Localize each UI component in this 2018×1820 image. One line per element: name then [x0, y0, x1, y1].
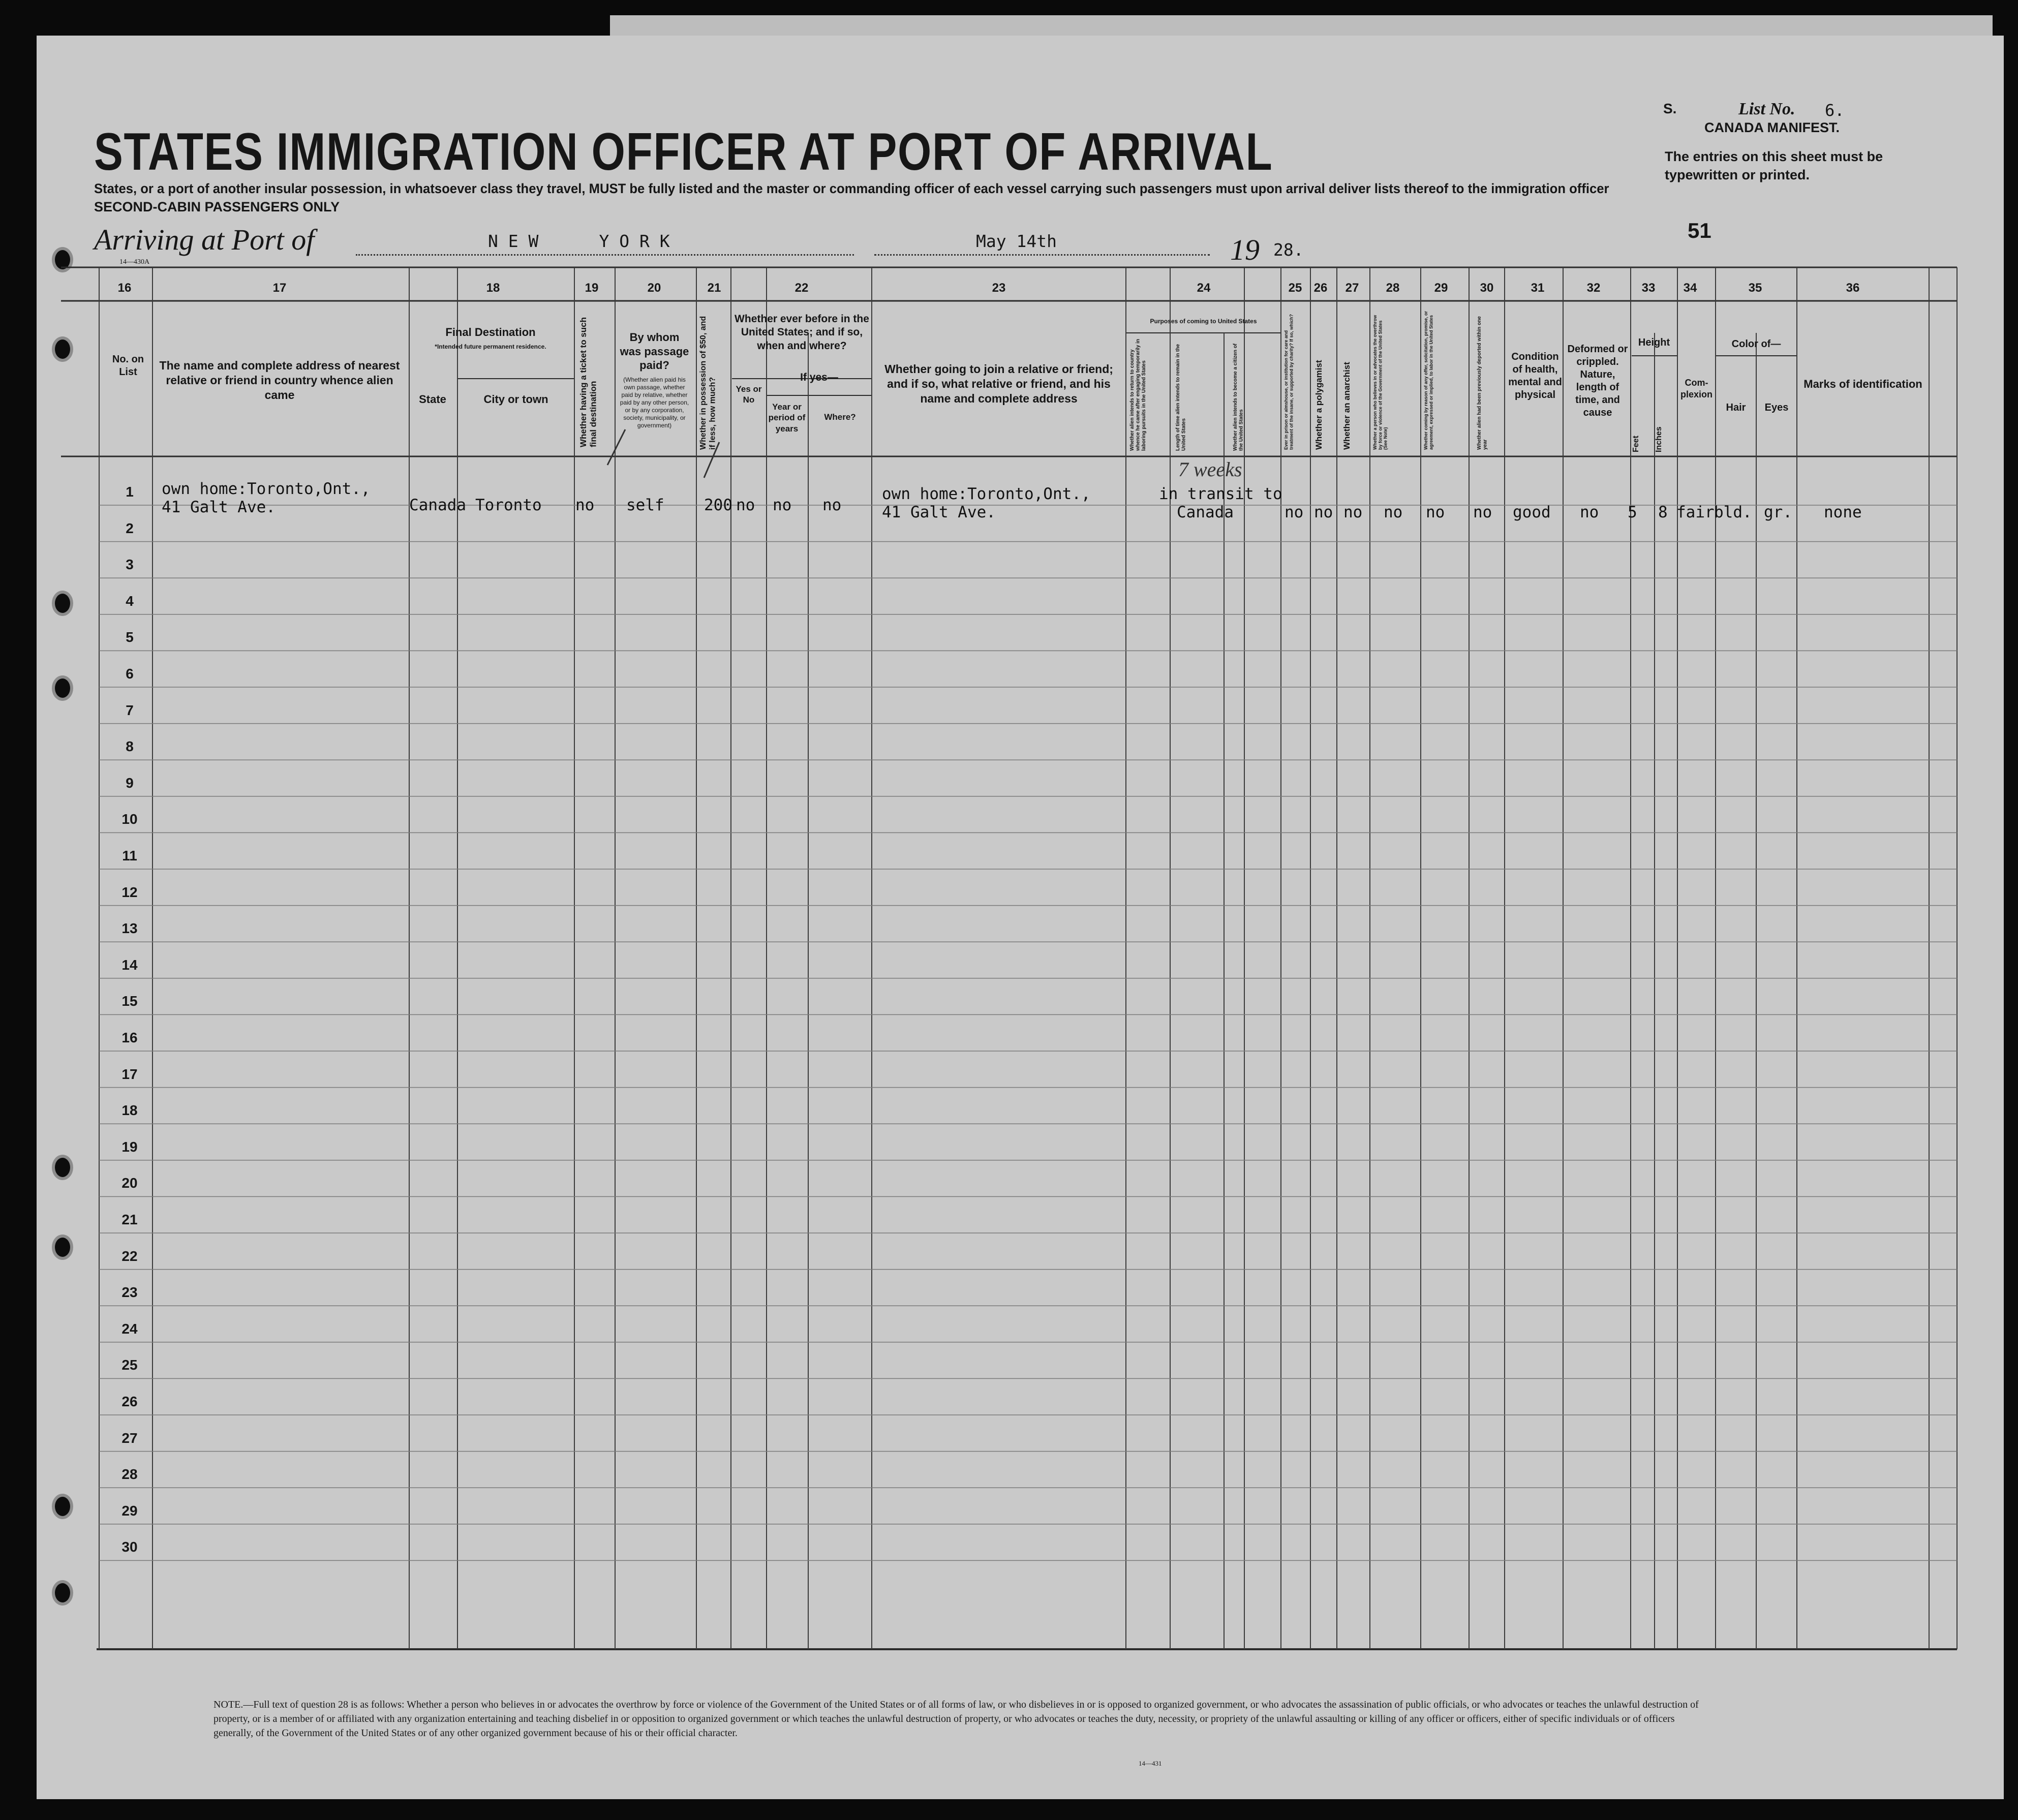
- header-passage-paid-sub: (Whether alien paid his own passage, whether paid by relative, whether paid by any other person, or by any corporation, society, municipality, or government): [620, 376, 689, 429]
- entry-complexion: fair: [1676, 503, 1715, 521]
- question-28-note: NOTE.—Full text of question 28 is as follows: Whether a person who believes in or advocates the overthrow by force or violence of the Government of the United States or of all forms of law, or who disbelieves in or is opposed to organized government, or who advocates the assassination of public officials, or who advocates or teaches the unlawful destruction of property, or is a member of or affiliated with any organization entertaining and teaching disbelief in or opposition to organized government or which teaches the unlawful destruction of property, or who advocates or teaches the duty, necessity, or propriety of the unlawful assaulting or killing of any officer or officers, either of specific individuals or of officers generally, of the Government of the United States or of any other organized government because of his or their official character.: [213, 1699, 1699, 1739]
- year-suffix: 28.: [1273, 240, 1304, 260]
- date-underline: [874, 254, 1210, 256]
- row-number: 14: [121, 957, 138, 973]
- entry-health: good: [1513, 503, 1551, 521]
- row-number: 22: [121, 1248, 138, 1264]
- header-color-of: Color of—: [1731, 338, 1781, 350]
- header-city: City or town: [483, 393, 548, 406]
- entry-paid-by: self: [626, 496, 664, 514]
- col-num: 20: [647, 281, 661, 295]
- row-number: 1: [126, 484, 134, 500]
- entry-purpose-line2: Canada: [1177, 503, 1234, 521]
- entry-city: Toronto: [475, 496, 542, 514]
- header-final-destination: Final Destination: [445, 326, 536, 338]
- col-num: 19: [585, 281, 599, 295]
- header-eyes: Eyes: [1764, 402, 1789, 413]
- col-num: 26: [1313, 281, 1328, 295]
- col-num: 23: [992, 281, 1006, 295]
- header-state: State: [419, 393, 446, 406]
- row-number: 8: [126, 738, 134, 755]
- header-passage-paid: By whom was passage paid?: [620, 331, 689, 372]
- row-number: 15: [121, 993, 138, 1009]
- header-no-on-list: No. on List: [112, 354, 144, 378]
- header-height: Height: [1638, 337, 1670, 348]
- header-labor-offer: Whether coming by reason of any offer, solicitation, promise, or agreement, expressed or implied, to labor in the United States: [1423, 311, 1434, 450]
- header-if-yes: If yes—: [800, 372, 838, 383]
- header-line-1: States, or a port of another insular possession, in whatsoever class they travel, MUST be fully listed and the master or commanding officer of each vessel carrying such passengers must upon arrival deliver lists thereof to the immigration officer: [94, 181, 1609, 196]
- entry-prison: no: [1285, 503, 1304, 521]
- col-num: 29: [1434, 281, 1448, 295]
- header-relative-address: The name and complete address of nearest relative or friend in country whence alien came: [159, 359, 400, 402]
- row-number: 25: [121, 1357, 138, 1373]
- row-number: 28: [121, 1466, 138, 1483]
- row-number: 9: [126, 775, 134, 791]
- entry-before-us: no: [736, 496, 755, 514]
- row-number: 24: [121, 1320, 138, 1337]
- col-num: 30: [1480, 281, 1494, 295]
- entry-join-line2: 41 Galt Ave.: [882, 503, 996, 521]
- header-purpose-return: Whether alien intends to return to country whence he came after engaging temporarily in laboring pursuits in the United States: [1129, 338, 1147, 451]
- row-number: 16: [121, 1030, 138, 1045]
- col-num: 28: [1386, 281, 1400, 295]
- entry-relative-line1: own home:Toronto,Ont.,: [162, 480, 371, 498]
- header-anarchist: Whether an anarchist: [1342, 362, 1352, 450]
- header-deported: Whether alien had been previously deported within one year: [1477, 316, 1488, 450]
- row-number: 6: [126, 666, 134, 682]
- footer-code: 14—431: [1139, 1760, 1162, 1767]
- row-number: 3: [126, 557, 134, 573]
- header-yes-or-no: Yes or No: [736, 384, 762, 405]
- entry-relative-line2: 41 Galt Ave.: [162, 498, 276, 516]
- s-mark: S.: [1663, 101, 1677, 116]
- entry-anarchist: no: [1343, 503, 1363, 521]
- header-money: Whether in possession of $50, and if less, how much?: [699, 316, 717, 450]
- row-number: 23: [121, 1284, 138, 1301]
- col-num: 21: [707, 281, 721, 295]
- row-number: 20: [121, 1175, 138, 1191]
- entry-state: Canada: [409, 496, 466, 514]
- entry-money: 200: [704, 496, 732, 514]
- entry-eyes: gr.: [1764, 503, 1792, 521]
- header-deformed: Deformed or crippled. Nature, length of time, and cause: [1567, 344, 1628, 418]
- col-num: 34: [1683, 281, 1697, 295]
- row-number: 26: [121, 1394, 138, 1409]
- header-marks: Marks of identification: [1803, 378, 1922, 390]
- header-ticket: Whether having a ticket to such final destination: [578, 317, 598, 447]
- col-num: 24: [1197, 281, 1211, 295]
- arriving-label: Arriving at Port of: [94, 223, 315, 256]
- row-number: 21: [121, 1212, 138, 1227]
- header-polygamist: Whether a polygamist: [1314, 360, 1324, 450]
- row-number: 4: [126, 593, 134, 609]
- header-where: Where?: [824, 412, 856, 422]
- entry-join-line1: own home:Toronto,Ont.,: [882, 485, 1091, 503]
- row-number: 11: [122, 848, 137, 863]
- header-purpose-length: Length of time alien intends to remain in the United States: [1175, 344, 1187, 451]
- date-value: May 14th: [976, 231, 1057, 251]
- row-number: 2: [126, 520, 134, 536]
- row-number: 13: [121, 920, 138, 937]
- year-prefix: 19: [1230, 233, 1260, 266]
- row-number: 18: [121, 1102, 138, 1119]
- entry-inches: 8: [1658, 503, 1668, 521]
- entry-polygamist: no: [1314, 503, 1333, 521]
- header-prison: Ever in prison or almshouse, or institution for care and treatment of the insane, or supported by charity? If so, which?: [1283, 314, 1294, 450]
- row-number: 7: [126, 702, 134, 718]
- entry-where: no: [822, 496, 842, 514]
- sheet-number: 51: [1688, 219, 1711, 242]
- entry-deformed: no: [1580, 503, 1599, 521]
- col-num: 22: [794, 281, 809, 295]
- entry-purpose-line1: in transit to: [1159, 485, 1282, 503]
- header-period-years: Year or period of years: [768, 402, 806, 434]
- entry-ticket: no: [575, 496, 595, 514]
- list-number: 6.: [1825, 101, 1845, 120]
- port-value: N E W Y O R K: [488, 231, 670, 251]
- list-label: List No.: [1738, 100, 1795, 118]
- row-number: 10: [121, 811, 138, 827]
- col-num: 27: [1345, 281, 1359, 295]
- manifest-label: CANADA MANIFEST.: [1704, 120, 1840, 135]
- row-number: 12: [121, 884, 138, 900]
- col-num: 35: [1748, 281, 1762, 295]
- row-number: 30: [121, 1539, 138, 1555]
- row-number: 19: [121, 1138, 138, 1155]
- header-overthrow: Whether a person who believes in or advocates the overthrow by force or violence of the Government of the United States (See Note): [1372, 315, 1388, 450]
- entry-marks: none: [1824, 503, 1862, 521]
- col-num: 36: [1846, 281, 1860, 295]
- col-num: 33: [1641, 281, 1656, 295]
- col-num: 31: [1531, 281, 1545, 295]
- header-join-relative: Whether going to join a relative or friend; and if so, what relative or friend, and his name and complete address: [884, 362, 1113, 405]
- form-code: 14—430A: [119, 258, 150, 266]
- row-number: 17: [121, 1066, 138, 1082]
- header-before-in-us: Whether ever before in the United States; and if so, when and where?: [735, 313, 869, 352]
- page-title: STATES IMMIGRATION OFFICER AT PORT OF ARRIVAL: [94, 122, 1273, 181]
- row-number: 27: [121, 1430, 138, 1446]
- header-purpose-citizen: Whether alien intends to become a citizen of the United States: [1233, 343, 1244, 451]
- header-line-2: SECOND-CABIN PASSENGERS ONLY: [94, 199, 340, 214]
- entry-feet: 5: [1628, 503, 1637, 521]
- header-inches: Inches: [1655, 426, 1663, 452]
- col-num: 16: [117, 281, 132, 295]
- header-purposes: Purposes of coming to United States: [1150, 318, 1257, 325]
- header-hair: Hair: [1726, 402, 1746, 413]
- header-feet: Feet: [1632, 436, 1640, 452]
- port-underline: [356, 254, 854, 256]
- col-num: 17: [272, 281, 287, 295]
- entry-years: no: [773, 496, 792, 514]
- header-final-destination-sub: *Intended future permanent residence.: [435, 343, 546, 350]
- col-num: 18: [486, 281, 500, 295]
- header-health: Condition of health, mental and physical: [1508, 351, 1562, 400]
- entry-labor-offer: no: [1426, 503, 1445, 521]
- col-num: 32: [1586, 281, 1601, 295]
- row-number: 5: [126, 629, 134, 645]
- row-number: 29: [121, 1502, 138, 1519]
- entry-handwritten-weeks: 7 weeks: [1178, 458, 1242, 481]
- header-complexion: Com-plexion: [1680, 378, 1713, 399]
- entry-hair: bld.: [1714, 503, 1752, 521]
- entries-note: The entries on this sheet must be typewritten or printed.: [1665, 149, 1883, 182]
- entry-deported: no: [1473, 503, 1492, 521]
- entry-overthrow: no: [1384, 503, 1403, 521]
- col-num: 25: [1288, 281, 1302, 295]
